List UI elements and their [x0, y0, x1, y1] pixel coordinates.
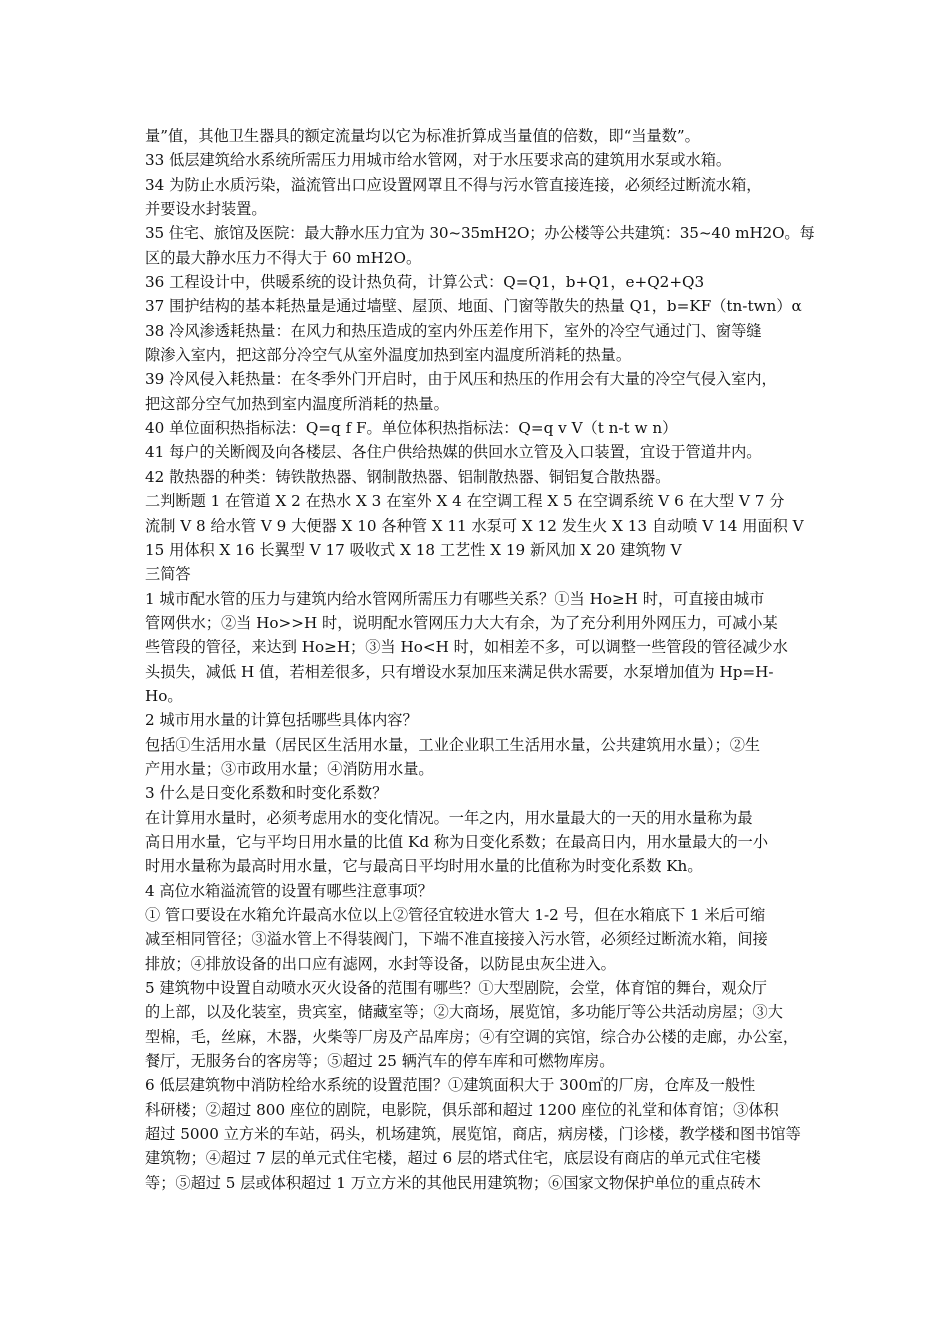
text-line: 41 每户的关断阀及向各楼层、各住户供给热媒的供回水立管及入口装置，宜设于管道井内。 — [145, 443, 762, 462]
section-heading: 三简答 — [145, 565, 191, 584]
text-line: 产用水量；③市政用水量；④消防用水量。 — [145, 759, 434, 778]
text-line: 超过 5000 立方米的车站，码头，机场建筑，展览馆，商店，病房楼，门诊楼，教学楼和图书馆等 — [145, 1125, 801, 1144]
text-line: 并要设水封装置。 — [145, 200, 267, 219]
text-line: 42 散热器的种类：铸铁散热器、钢制散热器、铝制散热器、铜铝复合散热器。 — [145, 467, 671, 486]
text-line: 35 住宅、旅馆及医院：最大静水压力宜为 30~35mH2O；办公楼等公共建筑：35~40 mH2O。每 — [145, 224, 815, 243]
question-line: 4 高位水箱溢流管的设置有哪些注意事项？ — [145, 881, 433, 900]
question-line: 3 什么是日变化系数和时变化系数？ — [145, 784, 388, 803]
text-line: 39 冷风侵入耗热量：在冬季外门开启时，由于风压和热压的作用会有大量的冷空气侵入室内， — [145, 370, 777, 389]
text-line: Ho。 — [145, 686, 183, 705]
text-line: 二判断题 1 在管道 X 2 在热水 X 3 在室外 X 4 在空调工程 X 5 在空调系统 V 6 在大型 V 7 分 — [145, 492, 785, 511]
text-line: 34 为防止水质污染，溢流管出口应设置网罩且不得与污水管直接连接，必须经过断流水箱， — [145, 175, 762, 194]
text-line: 的上部，以及化装室，贵宾室，储藏室等；②大商场，展览馆，多功能厅等公共活动房屋；③大 — [145, 1003, 783, 1022]
text-line: 科研楼；②超过 800 座位的剧院，电影院，俱乐部和超过 1200 座位的礼堂和体育馆；③体积 — [145, 1100, 779, 1119]
text-line: 40 单位面积热指标法：Q=q f F。单位体积热指标法：Q=q v V（t n-t w n） — [145, 419, 678, 438]
text-line: 排放；④排放设备的出口应有滤网，水封等设备，以防昆虫灰尘进入。 — [145, 954, 616, 973]
text-line: 1 城市配水管的压力与建筑内给水管网所需压力有哪些关系？①当 Ho≥H 时，可直接由城市 — [145, 589, 765, 608]
text-line: 些管段的管径，来达到 Ho≥H；③当 Ho<H 时，如相差不多，可以调整一些管段的管径减少水 — [145, 638, 788, 657]
text-line: 餐厅，无服务台的客房等；⑤超过 25 辆汽车的停车库和可燃物库房。 — [145, 1052, 615, 1071]
text-line: 隙渗入室内，把这部分冷空气从室外温度加热到室内温度所消耗的热量。 — [145, 346, 631, 365]
text-line: 36 工程设计中，供暖系统的设计热负荷，计算公式：Q=Q1，b+Q1，e+Q2+Q3 — [145, 273, 705, 292]
text-line: 时用水量称为最高时用水量，它与最高日平均时用水量的比值称为时变化系数 Kh。 — [145, 857, 703, 876]
text-line: 头损失，减低 H 值，若相差很多，只有增设水泵加压来满足供水需要，水泵增加值为 Hp=H- — [145, 662, 774, 681]
text-line: 高日用水量，它与平均日用水量的比值 Kd 称为日变化系数；在最高日内，用水量最大的一小 — [145, 832, 769, 851]
text-line: 包括①生活用水量（居民区生活用水量，工业企业职工生活用水量，公共建筑用水量）；②生 — [145, 735, 761, 754]
text-line: 减至相同管径；③溢水管上不得装阀门，下端不准直接接入污水管，必须经过断流水箱，间接 — [145, 930, 768, 949]
text-line: 流制 V 8 给水管 V 9 大便器 X 10 各种管 X 11 水泵可 X 12 发生火 X 13 自动喷 V 14 用面积 V — [145, 516, 804, 535]
text-line: 把这部分空气加热到室内温度所消耗的热量。 — [145, 394, 449, 413]
text-line: 建筑物；④超过 7 层的单元式住宅楼，超过 6 层的塔式住宅，底层设有商店的单元式住宅楼 — [145, 1149, 761, 1168]
text-line: 6 低层建筑物中消防栓给水系统的设置范围？①建筑面积大于 300㎡的厂房，仓库及一般性 — [145, 1076, 756, 1095]
text-line: 型棉，毛，丝麻，木器，火柴等厂房及产品库房；④有空调的宾馆，综合办公楼的走廊，办公室， — [145, 1027, 799, 1046]
question-line: 2 城市用水量的计算包括哪些具体内容？ — [145, 711, 418, 730]
text-line: 在计算用水量时，必须考虑用水的变化情况。一年之内，用水量最大的一天的用水量称为最 — [145, 808, 753, 827]
text-line: 等；⑤超过 5 层或体积超过 1 万立方米的其他民用建筑物；⑥国家文物保护单位的重点砖木 — [145, 1173, 761, 1192]
text-line: 区的最大静水压力不得大于 60 mH2O。 — [145, 248, 422, 267]
text-line: 管网供水；②当 Ho>>H 时，说明配水管网压力大大有余，为了充分利用外网压力，可减小某 — [145, 613, 778, 632]
text-line: ① 管口要设在水箱允许最高水位以上②管径宜较进水管大 1-2 号，但在水箱底下 1 米后可缩 — [145, 906, 766, 924]
text-line: 15 用体积 X 16 长翼型 V 17 吸收式 X 18 工艺性 X 19 新风加 X 20 建筑物 V — [145, 540, 682, 559]
text-line: 33 低层建筑给水系统所需压力用城市给水管网，对于水压要求高的建筑用水泵或水箱。 — [145, 151, 732, 170]
document-page — [145, 124, 815, 1195]
text-line: 38 冷风渗透耗热量：在风力和热压造成的室内外压差作用下，室外的冷空气通过门、窗等缝 — [145, 321, 762, 340]
text-line: 5 建筑物中设置自动喷水灭火设备的范围有哪些？①大型剧院，会堂，体育馆的舞台，观众厅 — [145, 979, 767, 998]
text-line: 37 围护结构的基本耗热量是通过墙壁、屋顶、地面、门窗等散失的热量 Q1，b=KF（tn-twn）α — [145, 297, 802, 316]
text-line: 量”值，其他卫生器具的额定流量均以它为标准折算成当量值的倍数，即“当量数”。 — [145, 127, 700, 145]
